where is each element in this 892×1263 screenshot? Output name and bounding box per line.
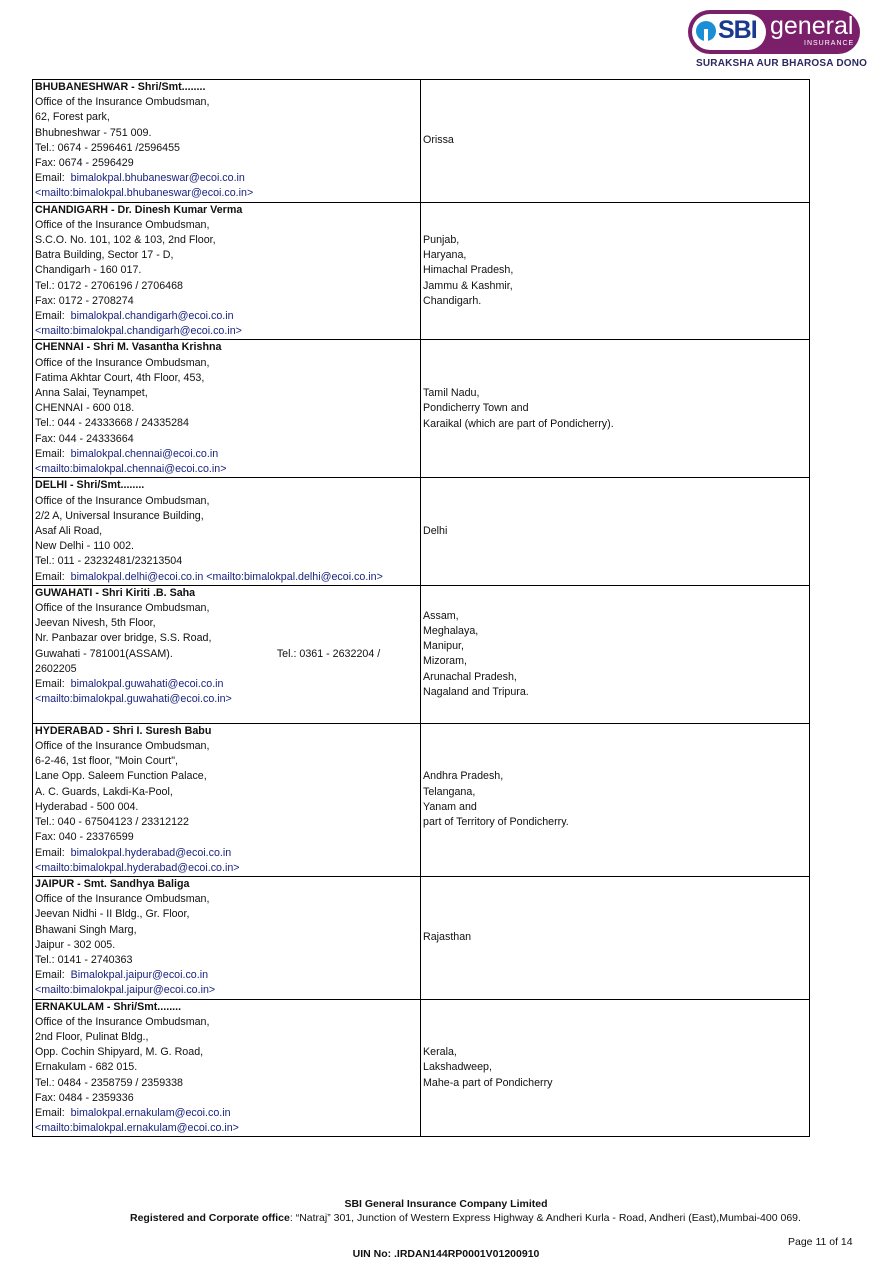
tel-line: Tel.: 0172 - 2706196 / 2706468 bbox=[35, 279, 183, 292]
office-cell bbox=[33, 478, 421, 585]
jurisdiction-item: Arunachal Pradesh, bbox=[423, 670, 517, 683]
email-link[interactable]: bimalokpal.guwahati@ecoi.co.in bbox=[70, 678, 224, 691]
jurisdiction-cell bbox=[421, 876, 810, 999]
email-label: Email: bbox=[35, 1106, 71, 1119]
footer-uin: UIN No: .IRDAN144RP0001V01200910 bbox=[352, 1248, 540, 1260]
logo-general-text: general bbox=[770, 12, 854, 40]
jurisdiction-cell bbox=[421, 999, 810, 1137]
address-line: Nr. Panbazar over bridge, S.S. Road, bbox=[35, 632, 212, 645]
jurisdiction-item: Mahe-a part of Pondicherry bbox=[423, 1076, 553, 1089]
tel-line: Tel.: 0484 - 2358759 / 2359338 bbox=[35, 1076, 183, 1089]
address-line: 62, Forest park, bbox=[35, 111, 110, 124]
office-title: HYDERABAD - Shri I. Suresh Babu bbox=[35, 724, 212, 737]
jurisdiction-item: Rajasthan bbox=[423, 931, 472, 944]
jurisdiction-item: Orissa bbox=[423, 134, 454, 147]
mailto-link[interactable]: <mailto:bimalokpal.ernakulam@ecoi.co.in> bbox=[35, 1122, 239, 1135]
sbi-general-logo bbox=[688, 10, 868, 72]
address-line: Chandigarh - 160 017. bbox=[35, 264, 142, 277]
jurisdiction-cell bbox=[421, 80, 810, 203]
city-tel-line bbox=[35, 647, 420, 662]
logo-insurance-text: INSURANCE bbox=[804, 40, 855, 47]
footer-office-label: Registered and Corporate office bbox=[130, 1212, 290, 1224]
office-cell bbox=[33, 202, 421, 340]
email-line bbox=[35, 968, 420, 983]
fax-line: Fax: 0172 - 2708274 bbox=[35, 294, 134, 307]
office-title: JAIPUR - Smt. Sandhya Baliga bbox=[35, 877, 190, 890]
office-cell bbox=[33, 876, 421, 999]
tel-line: Tel.: 044 - 24333668 / 24335284 bbox=[35, 417, 189, 430]
jurisdiction-item: Assam, bbox=[423, 609, 459, 622]
office-cell bbox=[33, 80, 421, 203]
ombudsman-table bbox=[32, 79, 810, 1137]
email-link[interactable]: bimalokpal.hyderabad@ecoi.co.in bbox=[70, 846, 232, 859]
address-line: CHENNAI - 600 018. bbox=[35, 402, 135, 415]
fax-line: Fax: 040 - 23376599 bbox=[35, 831, 134, 844]
address-line: A. C. Guards, Lakdi-Ka-Pool, bbox=[35, 785, 173, 798]
mailto-link[interactable]: <mailto:bimalokpal.guwahati@ecoi.co.in> bbox=[35, 693, 232, 706]
office-title: CHENNAI - Shri M. Vasantha Krishna bbox=[35, 341, 222, 354]
address-line: S.C.O. No. 101, 102 & 103, 2nd Floor, bbox=[35, 234, 216, 247]
address-line: Lane Opp. Saleem Function Palace, bbox=[35, 770, 207, 783]
mailto-link[interactable]: <mailto:bimalokpal.chandigarh@ecoi.co.in> bbox=[35, 325, 242, 338]
address-line: Bhawani Singh Marg, bbox=[35, 923, 137, 936]
jurisdiction-item: Yanam and bbox=[423, 800, 477, 813]
table-row bbox=[33, 876, 810, 999]
tel-line: Tel.: 0674 - 2596461 /2596455 bbox=[35, 141, 180, 154]
jurisdiction-cell bbox=[421, 723, 810, 876]
office-title: DELHI - Shri/Smt........ bbox=[35, 479, 145, 492]
email-line bbox=[35, 171, 420, 186]
office-cell bbox=[33, 340, 421, 478]
email-link[interactable]: bimalokpal.chandigarh@ecoi.co.in bbox=[70, 310, 234, 323]
office-cell bbox=[33, 585, 421, 723]
email-link[interactable]: Bimalokpal.jaipur@ecoi.co.in bbox=[70, 969, 209, 982]
address-line: Batra Building, Sector 17 - D, bbox=[35, 249, 174, 262]
address-line: Office of the Insurance Ombudsman, bbox=[35, 494, 210, 507]
email-line bbox=[35, 570, 420, 585]
jurisdiction-cell bbox=[421, 340, 810, 478]
table-row bbox=[33, 723, 810, 876]
jurisdiction-item: Meghalaya, bbox=[423, 624, 479, 637]
jurisdiction-item: Mizoram, bbox=[423, 655, 467, 668]
mailto-link[interactable]: <mailto:bimalokpal.bhubaneswar@ecoi.co.in> bbox=[35, 187, 254, 200]
table-row bbox=[33, 340, 810, 478]
office-title: ERNAKULAM - Shri/Smt........ bbox=[35, 1000, 182, 1013]
mailto-link[interactable]: <mailto:bimalokpal.delhi@ecoi.co.in> bbox=[206, 570, 383, 583]
jurisdiction-cell bbox=[421, 202, 810, 340]
tel-line: Tel.: 040 - 67504123 / 23312122 bbox=[35, 816, 189, 829]
email-link[interactable]: bimalokpal.ernakulam@ecoi.co.in bbox=[70, 1106, 231, 1119]
email-label: Email: bbox=[35, 570, 71, 583]
email-line bbox=[35, 447, 420, 462]
fax-line: Fax: 0484 - 2359336 bbox=[35, 1091, 134, 1104]
address-line: Anna Salai, Teynampet, bbox=[35, 387, 148, 400]
email-label: Email: bbox=[35, 447, 71, 460]
table-row bbox=[33, 478, 810, 585]
address-line: 2/2 A, Universal Insurance Building, bbox=[35, 509, 204, 522]
jurisdiction-item: part of Territory of Pondicherry. bbox=[423, 816, 569, 829]
page-number: Page 11 of 14 bbox=[788, 1236, 853, 1248]
fax-line: Fax: 044 - 24333664 bbox=[35, 432, 134, 445]
table-row bbox=[33, 80, 810, 203]
jurisdiction-item: Lakshadweep, bbox=[423, 1061, 492, 1074]
table-row bbox=[33, 202, 810, 340]
address-line: Office of the Insurance Ombudsman, bbox=[35, 218, 210, 231]
address-line: Bhubneshwar - 751 009. bbox=[35, 126, 152, 139]
office-title: BHUBANESHWAR - Shri/Smt........ bbox=[35, 81, 206, 93]
jurisdiction-item: Pondicherry Town and bbox=[423, 402, 529, 415]
mailto-link[interactable]: <mailto:bimalokpal.chennai@ecoi.co.in> bbox=[35, 463, 227, 476]
mailto-link[interactable]: <mailto:bimalokpal.hyderabad@ecoi.co.in> bbox=[35, 861, 240, 874]
email-label: Email: bbox=[35, 172, 71, 185]
footer-office-address: : “Natraj” 301, Junction of Western Express Highway & Andheri Kurla - Road, Andheri (East),Mumbai-400 069. bbox=[289, 1212, 801, 1224]
footer-company-name: SBI General Insurance Company Limited bbox=[344, 1198, 548, 1210]
address-line: Jaipur - 302 005. bbox=[35, 938, 116, 951]
address-line: 6-2-46, 1st floor, "Moin Court", bbox=[35, 755, 179, 768]
email-label: Email: bbox=[35, 310, 71, 323]
jurisdiction-item: Andhra Pradesh, bbox=[423, 770, 504, 783]
jurisdiction-item: Manipur, bbox=[423, 640, 464, 653]
email-label: Email: bbox=[35, 846, 71, 859]
logo-tagline: SURAKSHA AUR BHAROSA DONO bbox=[696, 58, 868, 69]
address-line: Office of the Insurance Ombudsman, bbox=[35, 602, 210, 615]
sbi-keyhole-icon bbox=[696, 21, 716, 41]
address-line: Ernakulam - 682 015. bbox=[35, 1061, 138, 1074]
jurisdiction-item: Kerala, bbox=[423, 1046, 457, 1059]
jurisdiction-item: Chandigarh. bbox=[423, 294, 482, 307]
office-title: GUWAHATI - Shri Kiriti .B. Saha bbox=[35, 586, 196, 599]
email-link[interactable]: bimalokpal.bhubaneswar@ecoi.co.in bbox=[70, 172, 245, 185]
address-line: Office of the Insurance Ombudsman, bbox=[35, 893, 210, 906]
address-line: Jeevan Nidhi - II Bldg., Gr. Floor, bbox=[35, 908, 190, 921]
address-line: New Delhi - 110 002. bbox=[35, 540, 135, 553]
email-line bbox=[35, 1106, 420, 1121]
jurisdiction-item: Nagaland and Tripura. bbox=[423, 685, 529, 698]
office-cell bbox=[33, 999, 421, 1137]
jurisdiction-cell bbox=[421, 478, 810, 585]
email-link[interactable]: bimalokpal.chennai@ecoi.co.in bbox=[70, 447, 219, 460]
address-line: Hyderabad - 500 004. bbox=[35, 800, 139, 813]
logo-sbi-text: SBI bbox=[718, 16, 757, 44]
address-line: Asaf Ali Road, bbox=[35, 525, 103, 538]
fax-line: Fax: 0674 - 2596429 bbox=[35, 157, 134, 170]
email-line bbox=[35, 846, 420, 861]
tel-line: Tel.: 0361 - 2632204 / bbox=[276, 647, 381, 660]
tel-continuation: 2602205 bbox=[35, 662, 77, 675]
jurisdiction-item: Jammu & Kashmir, bbox=[423, 279, 513, 292]
address-line: 2nd Floor, Pulinat Bldg., bbox=[35, 1030, 149, 1043]
table-row bbox=[33, 999, 810, 1137]
city-line: Guwahati - 781001(ASSAM). bbox=[35, 647, 173, 660]
address-line: Office of the Insurance Ombudsman, bbox=[35, 96, 210, 109]
jurisdiction-cell bbox=[421, 585, 810, 723]
jurisdiction-item: Tamil Nadu, bbox=[423, 387, 480, 400]
email-label: Email: bbox=[35, 678, 71, 691]
address-line: Office of the Insurance Ombudsman, bbox=[35, 1015, 210, 1028]
tel-line: Tel.: 011 - 23232481/23213504 bbox=[35, 555, 183, 568]
email-line bbox=[35, 309, 420, 324]
office-cell bbox=[33, 723, 421, 876]
jurisdiction-item: Telangana, bbox=[423, 785, 476, 798]
jurisdiction-item: Himachal Pradesh, bbox=[423, 264, 514, 277]
address-line: Fatima Akhtar Court, 4th Floor, 453, bbox=[35, 371, 205, 384]
email-line bbox=[35, 677, 420, 692]
table-row bbox=[33, 585, 810, 723]
email-label: Email: bbox=[35, 969, 71, 982]
email-link[interactable]: bimalokpal.delhi@ecoi.co.in bbox=[70, 570, 204, 583]
mailto-link[interactable]: <mailto:bimalokpal.jaipur@ecoi.co.in> bbox=[35, 984, 216, 997]
address-line: Opp. Cochin Shipyard, M. G. Road, bbox=[35, 1046, 204, 1059]
jurisdiction-item: Delhi bbox=[423, 525, 448, 538]
address-line: Jeevan Nivesh, 5th Floor, bbox=[35, 617, 156, 630]
footer-registered-office bbox=[130, 1212, 870, 1224]
office-title: CHANDIGARH - Dr. Dinesh Kumar Verma bbox=[35, 203, 243, 216]
jurisdiction-item: Punjab, bbox=[423, 234, 460, 247]
jurisdiction-item: Haryana, bbox=[423, 249, 467, 262]
tel-line: Tel.: 0141 - 2740363 bbox=[35, 953, 133, 966]
address-line: Office of the Insurance Ombudsman, bbox=[35, 740, 210, 753]
jurisdiction-item: Karaikal (which are part of Pondicherry). bbox=[423, 417, 614, 430]
address-line: Office of the Insurance Ombudsman, bbox=[35, 356, 210, 369]
